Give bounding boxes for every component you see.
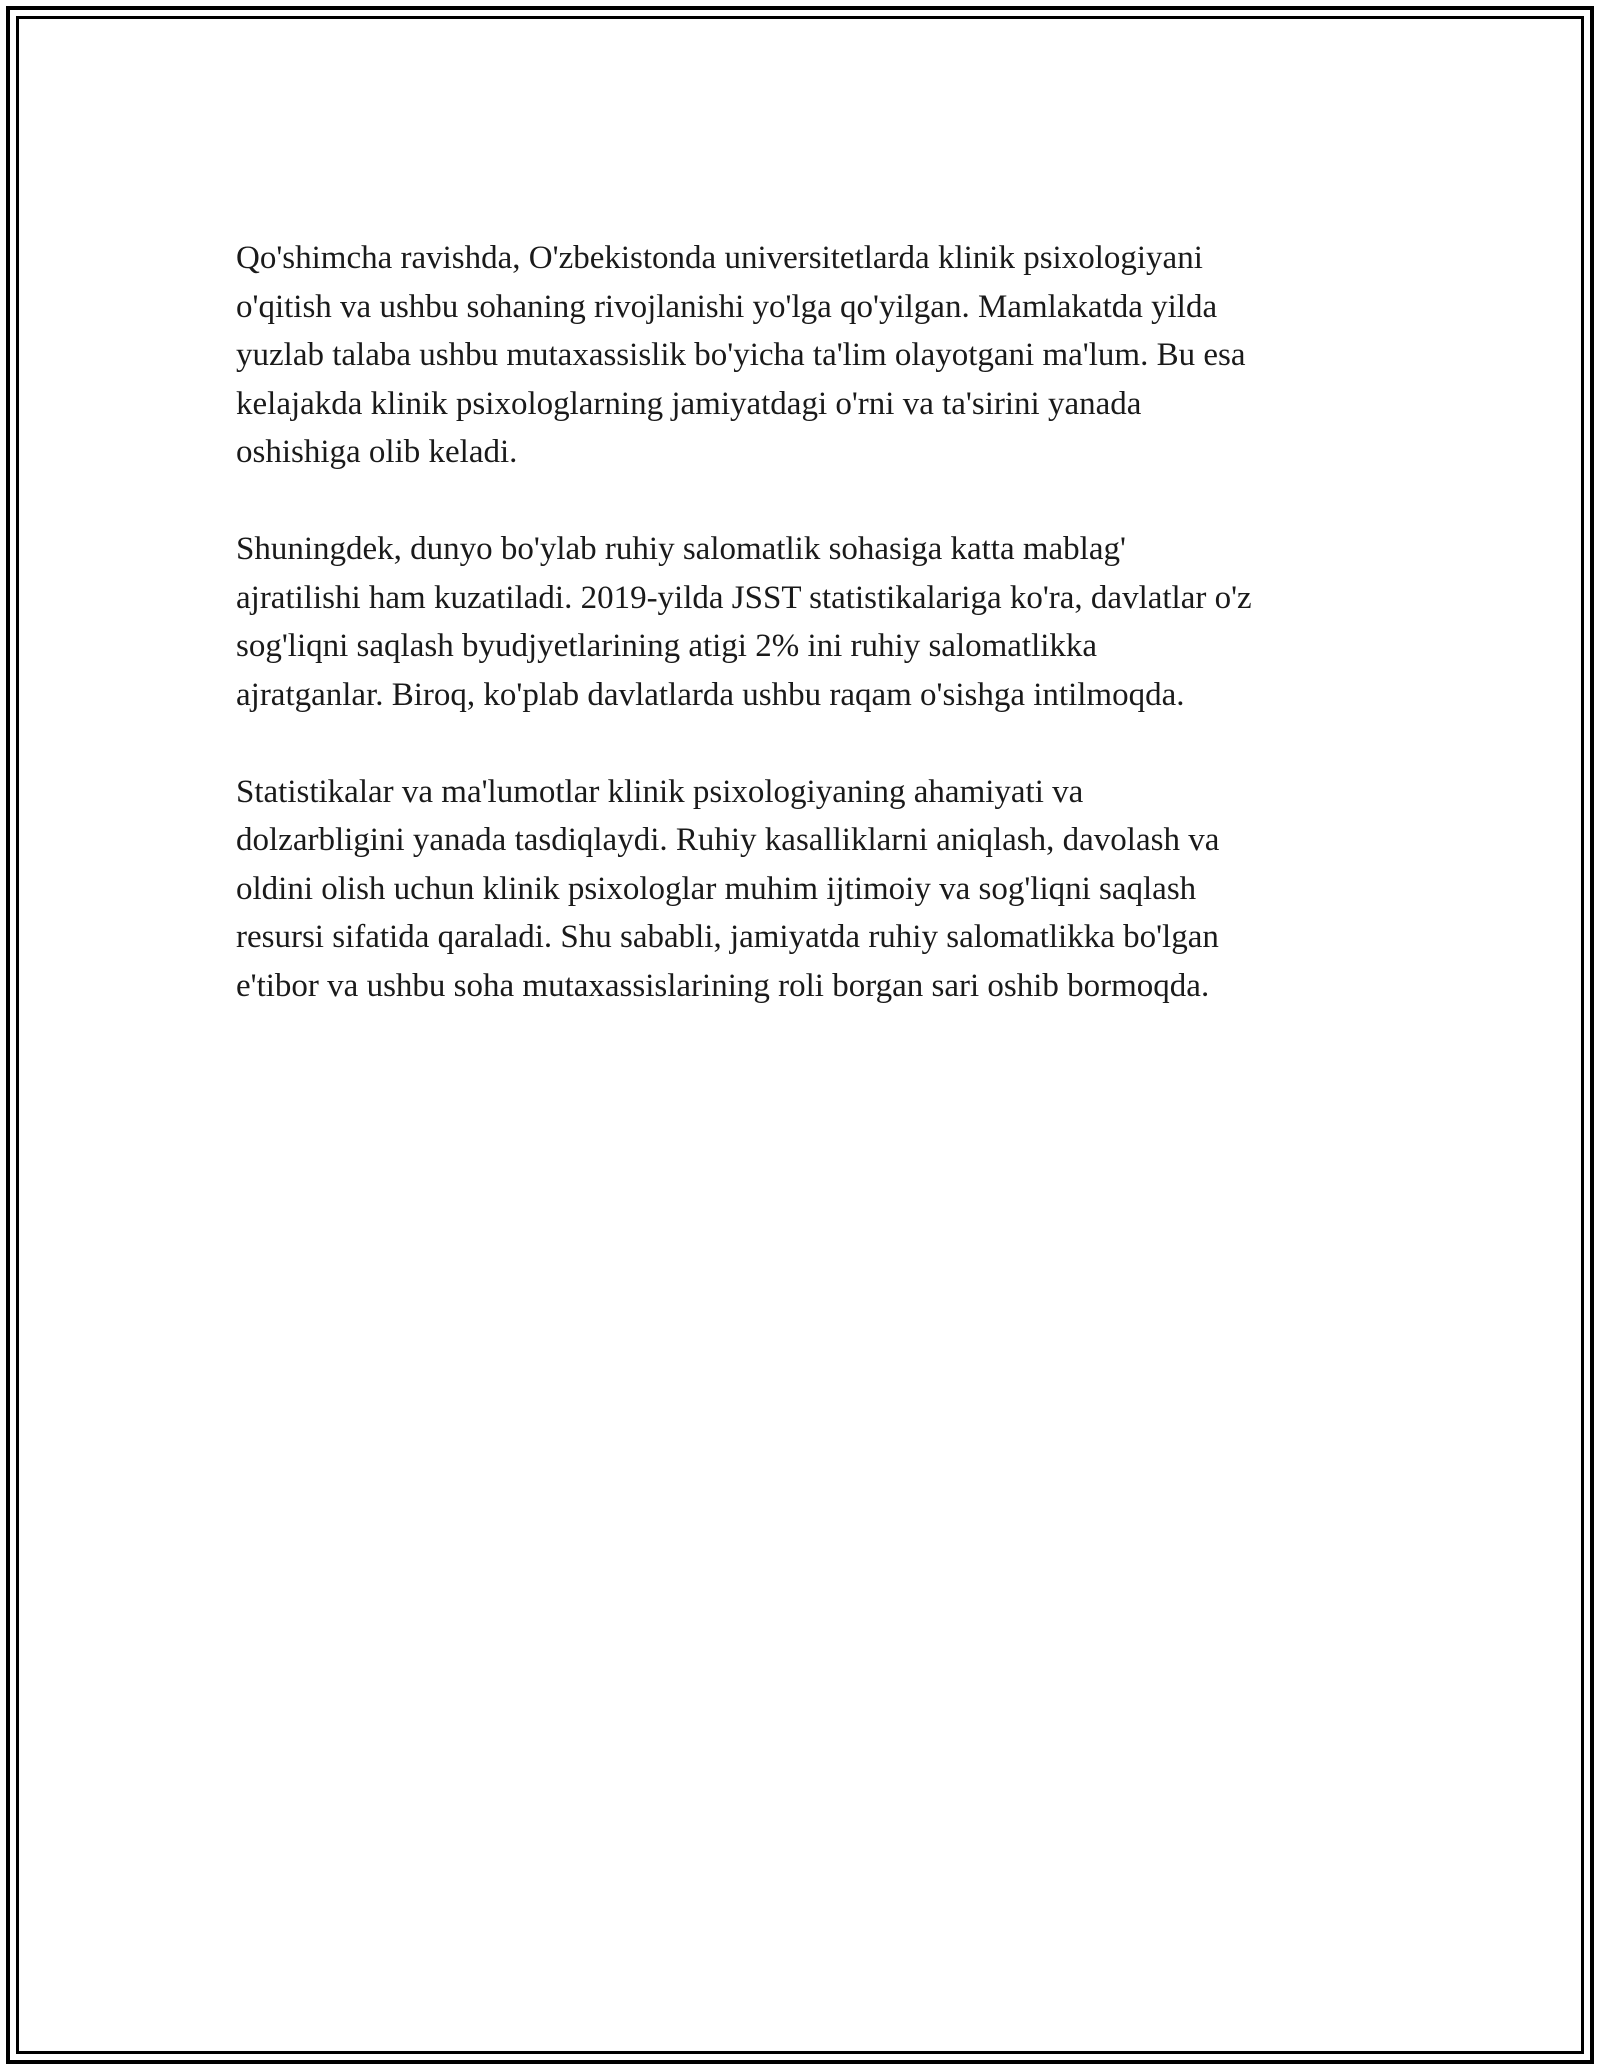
text-line: o'qitish va ushbu sohaning rivojlanishi yo'lga qo'yilgan. Mamlakatda yilda	[236, 288, 1218, 325]
text-line: kelajakda klinik psixologlarning jamiyatdagi o'rni va ta'sirini yanada	[236, 385, 1142, 422]
text-line: ajratganlar. Biroq, ko'plab davlatlarda ushbu raqam o'sishga intilmoqda.	[236, 676, 1185, 713]
text-line: ajratilishi ham kuzatiladi. 2019-yilda JSST statistikalariga ko'ra, davlatlar o'z	[236, 579, 1252, 616]
text-line: oshishiga olib keladi.	[236, 434, 518, 470]
paragraph-1	[236, 234, 1376, 477]
text-line: yuzlab talaba ushbu mutaxassislik bo'yicha ta'lim olayotgani ma'lum. Bu esa	[236, 337, 1246, 373]
text-line: sog'liqni saqlash byudjyetlarining atigi 2% ini ruhiy salomatlikka	[236, 628, 1098, 664]
document-body	[236, 234, 1376, 1059]
text-line: Qo'shimcha ravishda, O'zbekistonda universitetlarda klinik psixologiyani	[236, 240, 1203, 276]
paragraph-2	[236, 525, 1376, 719]
text-line: Statistikalar va ma'lumotlar klinik psixologiyaning ahamiyati va	[236, 773, 1084, 810]
text-line: resursi sifatida qaraladi. Shu sababli, jamiyatda ruhiy salomatlikka bo'lgan	[236, 919, 1219, 955]
text-line: Shuningdek, dunyo bo'ylab ruhiy salomatlik sohasiga katta mablag'	[236, 531, 1126, 567]
paragraph-3	[236, 768, 1376, 1011]
text-line: oldini olish uchun klinik psixologlar muhim ijtimoiy va sog'liqni saqlash	[236, 870, 1197, 907]
text-line: dolzarbligini yanada tasdiqlaydi. Ruhiy kasalliklarni aniqlash, davolash va	[236, 822, 1220, 858]
text-line: e'tibor va ushbu soha mutaxassislarining roli borgan sari oshib bormoqda.	[236, 967, 1210, 1004]
